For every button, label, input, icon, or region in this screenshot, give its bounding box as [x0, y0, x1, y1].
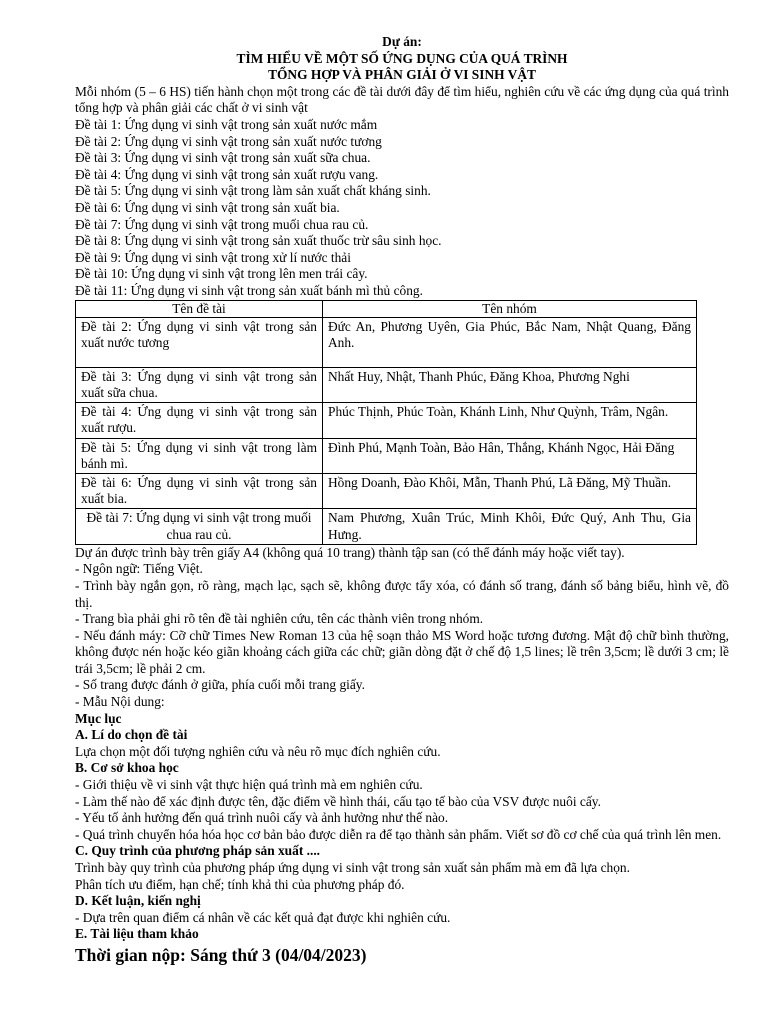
intro-paragraph: Mỗi nhóm (5 – 6 HS) tiến hành chọn một trong các đề tài dưới đây để tìm hiểu, nghiên cứu về các ứng dụng của quá trình tổng hợp và phân giải các chất ở vi sinh vật [75, 83, 729, 116]
topic-item: Đề tài 5: Ứng dụng vi sinh vật trong làm sản xuất chất kháng sinh. [75, 183, 431, 199]
cell-group: Đình Phú, Mạnh Toàn, Bảo Hân, Thắng, Khánh Ngọc, Hải Đăng [323, 438, 697, 473]
topic-item: Đề tài 10: Ứng dụng vi sinh vật trong lên men trái cây. [75, 266, 368, 282]
header-topic: Tên đề tài [76, 300, 323, 317]
topic-item: Đề tài 11: Ứng dụng vi sinh vật trong sản xuất bánh mì thủ công. [75, 282, 423, 298]
section-a-line: Lựa chọn một đối tượng nghiên cứu và nêu rõ mục đích nghiên cứu. [75, 743, 441, 759]
group-table [75, 300, 697, 545]
section-b-line: - Yếu tố ảnh hưởng đến quá trình nuôi cấy và ảnh hưởng như thế nào. [75, 810, 449, 826]
cell-group: Nhất Huy, Nhật, Thanh Phúc, Đăng Khoa, Phương Nghi [323, 367, 697, 402]
rule-line: - Mẫu Nội dung: [75, 694, 165, 710]
section-e-heading: E. Tài liệu tham khảo [75, 926, 199, 942]
rule-line: - Trình bày ngắn gọn, rõ ràng, mạch lạc, sạch sẽ, không được tẩy xóa, có đánh số trang, đánh số bảng biểu, hình vẽ, đồ thị. [75, 577, 729, 610]
section-a-heading: A. Lí do chọn đề tài [75, 727, 188, 743]
section-b-heading: B. Cơ sở khoa học [75, 760, 179, 776]
deadline: Thời gian nộp: Sáng thứ 3 (04/04/2023) [75, 944, 367, 965]
section-b-line: - Giới thiệu về vi sinh vật thực hiện quá trình mà em nghiên cứu. [75, 777, 423, 793]
section-d-line: - Dựa trên quan điểm cá nhân về các kết quả đạt được khi nghiên cứu. [75, 909, 451, 925]
section-c-line: Phân tích ưu điểm, hạn chế; tính khả thi của phương pháp đó. [75, 876, 405, 892]
table-header-row [76, 300, 697, 317]
table-row [76, 509, 697, 544]
section-c-line: Trình bày quy trình của phương pháp ứng dụng vi sinh vật trong sản xuất sản phẩm mà em đã lựa chọn. [75, 860, 630, 876]
rule-line: Dự án được trình bày trên giấy A4 (không quá 10 trang) thành tập san (có thể đánh máy hoặc viết tay). [75, 544, 625, 560]
topic-item: Đề tài 7: Ứng dụng vi sinh vật trong muối chua rau củ. [75, 216, 369, 232]
topic-list [75, 117, 729, 300]
presentation-rules [75, 545, 729, 711]
topic-item: Đề tài 8: Ứng dụng vi sinh vật trong sản xuất thuốc trừ sâu sinh học. [75, 233, 442, 249]
header-group: Tên nhóm [323, 300, 697, 317]
cell-group: Nam Phương, Xuân Trúc, Minh Khôi, Đức Quý, Anh Thu, Gia Hưng. [323, 509, 697, 544]
topic-item: Đề tài 3: Ứng dụng vi sinh vật trong sản xuất sữa chua. [75, 150, 371, 166]
title-line-2: TỔNG HỢP VÀ PHÂN GIẢI Ở VI SINH VẬT [268, 67, 536, 83]
document-page [75, 34, 729, 966]
rule-line: - Trang bìa phải ghi rõ tên đề tài nghiên cứu, tên các thành viên trong nhóm. [75, 611, 484, 627]
section-d-heading: D. Kết luận, kiến nghị [75, 893, 201, 909]
table-row [76, 317, 697, 367]
toc-title: Mục lục [75, 710, 122, 726]
project-label: Dự án: [382, 34, 422, 49]
table-row [76, 367, 697, 402]
cell-topic: Đề tài 5: Ứng dụng vi sinh vật trong làm bánh mì. [76, 438, 323, 473]
section-b-line: - Quá trình chuyển hóa hóa học cơ bản bảo được diễn ra để tạo thành sản phẩm. Viết sơ đồ cơ chế của quá trình lên men. [75, 826, 722, 842]
cell-group: Đức An, Phương Uyên, Gia Phúc, Bắc Nam, Nhật Quang, Đăng Anh. [323, 317, 697, 367]
title-line-1: TÌM HIỂU VỀ MỘT SỐ ỨNG DỤNG CỦA QUÁ TRÌNH [236, 50, 568, 66]
rule-line: - Ngôn ngữ: Tiếng Việt. [75, 561, 203, 577]
section-c-heading: C. Quy trình của phương pháp sản xuất .... [75, 843, 321, 859]
cell-group: Hồng Doanh, Đào Khôi, Mẫn, Thanh Phú, Lã Đăng, Mỹ Thuần. [323, 473, 697, 508]
cell-topic: Đề tài 4: Ứng dụng vi sinh vật trong sản xuất rượu. [76, 403, 323, 438]
topic-item: Đề tài 2: Ứng dụng vi sinh vật trong sản xuất nước tương [75, 133, 382, 149]
table-row [76, 403, 697, 438]
cell-topic: Đề tài 3: Ứng dụng vi sinh vật trong sản xuất sữa chua. [76, 367, 323, 402]
topic-item: Đề tài 4: Ứng dụng vi sinh vật trong sản xuất rượu vang. [75, 166, 379, 182]
topic-item: Đề tài 9: Ứng dụng vi sinh vật trong xử lí nước thải [75, 249, 351, 265]
cell-group: Phúc Thịnh, Phúc Toàn, Khánh Linh, Như Quỳnh, Trâm, Ngân. [323, 403, 697, 438]
cell-topic: Đề tài 6: Ứng dụng vi sinh vật trong sản xuất bia. [76, 473, 323, 508]
section-b-line: - Làm thế nào để xác định được tên, đặc điểm về hình thái, cấu tạo tế bào của VSV được nuôi cấy. [75, 793, 601, 809]
table-row [76, 473, 697, 508]
rule-line: - Số trang được đánh ở giữa, phía cuối mỗi trang giấy. [75, 677, 365, 693]
cell-topic: Đề tài 7: Ứng dụng vi sinh vật trong muối chua rau củ. [76, 509, 323, 544]
topic-item: Đề tài 1: Ứng dụng vi sinh vật trong sản xuất nước mắm [75, 116, 378, 132]
topic-item: Đề tài 6: Ứng dụng vi sinh vật trong sản xuất bia. [75, 199, 340, 215]
rule-line: - Nếu đánh máy: Cỡ chữ Times New Roman 13 của hệ soạn thảo MS Word hoặc tương đương. Mật độ chữ bình thường, không được nén hoặc kéo giãn khoảng cách giữa các chữ; giãn dòng đặt ở chế độ 1,5 lines; lề trên 3,5cm; lề dưới 3 cm; lề trái 3,5cm; lề phải 2 cm. [75, 627, 729, 676]
table-row [76, 438, 697, 473]
cell-topic: Đề tài 2: Ứng dụng vi sinh vật trong sản xuất nước tương [76, 317, 323, 367]
